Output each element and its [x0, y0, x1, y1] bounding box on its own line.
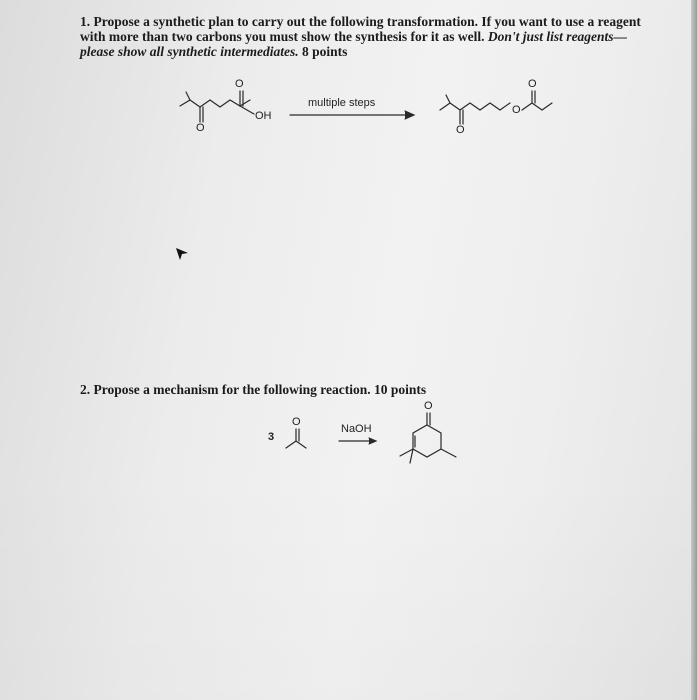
q1-product-structure: [440, 91, 552, 124]
question-1-instructions: 1. Propose a synthetic plan to carry out the following transformation. If you want to use a reagent with more than two carbons you must show the synthesis for it as well.: [80, 14, 641, 44]
question-1-points: 8 points: [298, 44, 348, 59]
q2-reaction-arrow: [339, 438, 376, 444]
q1-arrow-label: multiple steps: [308, 97, 376, 109]
q1-reactant-carbonyl-o: O: [235, 78, 244, 90]
q1-product-ketone-o: O: [456, 124, 465, 136]
page-edge: [691, 0, 697, 700]
question-1-emphasis: Don't just list reagents—please show all synthetic intermediates.: [80, 29, 628, 59]
question-2-text: 2. Propose a mechanism for the following reaction. 10 points: [80, 382, 427, 397]
q1-product-ester-o: O: [512, 104, 521, 116]
q2-reagent-label: NaOH: [341, 423, 372, 435]
q2-reactant-o: O: [292, 416, 301, 428]
blank-answer-area: [0, 470, 697, 700]
q1-reactant-oh-label: OH: [255, 110, 272, 122]
q2-coefficient: 3: [268, 431, 275, 443]
q2-product-o: O: [424, 400, 433, 412]
q1-reactant-ketone-o: O: [196, 122, 205, 134]
q2-product-structure: [400, 413, 456, 463]
q1-reactant-structure: [180, 91, 254, 122]
mouse-pointer-icon: [175, 247, 189, 266]
q1-reaction-arrow: [290, 111, 414, 119]
q1-product-carbonyl-o: O: [528, 78, 537, 90]
q2-acetone-structure: [286, 429, 306, 448]
